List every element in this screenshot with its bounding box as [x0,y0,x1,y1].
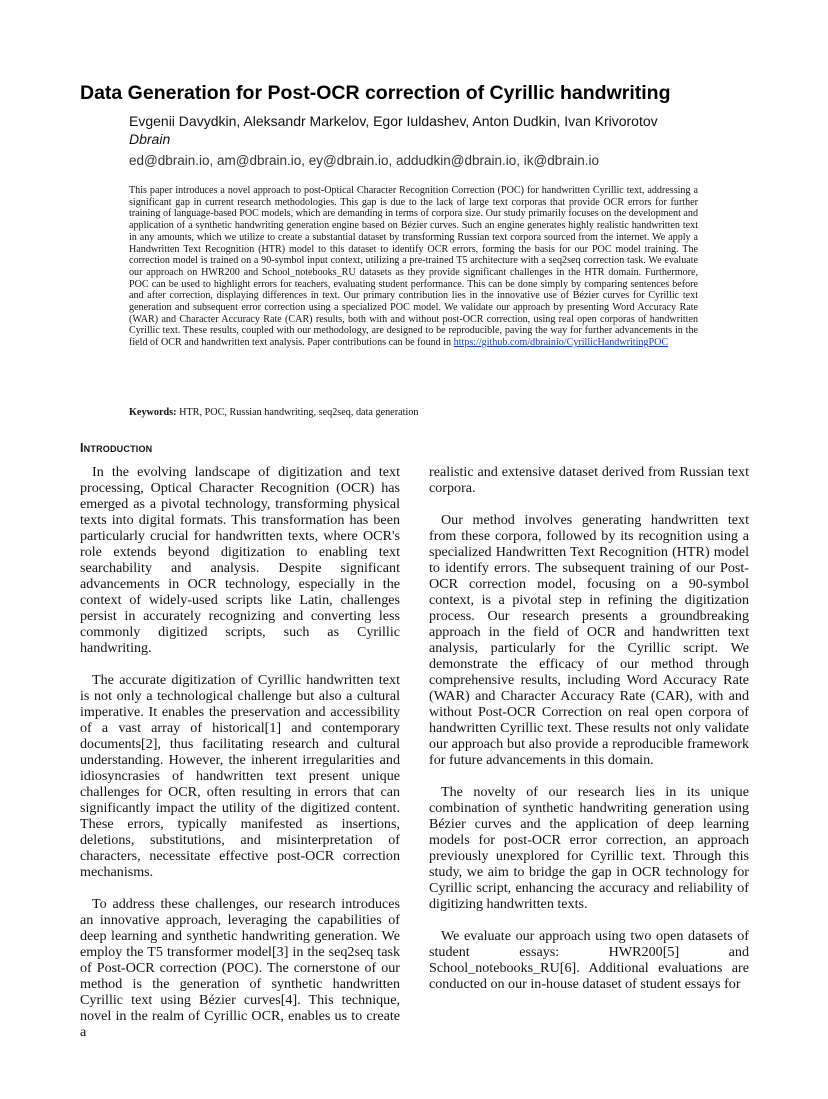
section-heading-introduction: Introduction [80,441,153,455]
keywords [129,407,698,419]
affiliation: Dbrain [129,131,171,147]
keywords-label: Keywords: [129,407,177,418]
paper-title: Data Generation for Post-OCR correction of Cyrillic handwriting [80,82,671,104]
abstract [129,185,698,349]
left-column [80,464,400,1040]
abstract-text: This paper introduces a novel approach to post-Optical Character Recognition Correction (POC) for handwritten Cyrillic text, addressing a significant gap in current research methodologies. This gap is due to the lack of large text corporas that provide OCR errors for further training of language-based POC models, which are demanding in terms of corpora size. Our study primarily focuses on the development and application of a synthetic handwriting generation engine based on Bézier curves. Such an engine generates highly realistic handwritten text in any amounts, which we utilize to create a substantial dataset by transforming Russian text corpora sourced from the internet. We apply a Handwritten Text Recognition (HTR) model to this dataset to identify OCR errors, forming the basis for our POC model training. The correction model is trained on a 90-symbol input context, utilizing a pre-trained T5 architecture with a seq2seq correction task. We evaluate our approach on HWR200 and School_notebooks_RU datasets as they provide significant challenges in the HTR domain. Furthermore, POC can be used to highlight errors for teachers, evaluating student performance. This can be done simply by comparing sentences before and after correction, displaying differences in text. Our primary contribution lies in the innovative use of Bézier curves for Cyrillic text generation and subsequent error correction using a specialized POC model. We validate our approach by presenting Word Accuracy Rate (WAR) and Character Accuracy Rate (CAR) results, both with and without post-OCR correction, using real open corporas of handwritten Cyrillic text. These results, coupled with our methodology, are designed to be reproducible, paving the way for further advancements in the field of OCR and handwritten text analysis. Paper contributions can be found in [129,185,698,349]
keywords-text: HTR, POC, Russian handwriting, seq2seq, data generation [179,407,419,418]
author-emails: ed@dbrain.io, am@dbrain.io, ey@dbrain.io, addudkin@dbrain.io, ik@dbrain.io [129,153,600,168]
intro-paragraph: Our method involves generating handwritten text from these corpora, followed by its recognition using a specialized Handwritten Text Recognition (HTR) model to identify errors. The subsequent training of our Post-OCR correction model, focusing on a 90-symbol context, is a pivotal step in refining the digitization process. Our research presents a groundbreaking approach in the field of OCR and handwritten text analysis, particularly for the Cyrillic script. We demonstrate the efficacy of our method through comprehensive results, including Word Accuracy Rate (WAR) and Character Accuracy Rate (CAR), with and without Post-OCR Correction on real open corpora of handwritten Cyrillic text. These results not only validate our approach but also provide a reproducible framework for future advancements in this domain. [429,512,749,768]
github-link[interactable]: https://github.com/dbrainio/CyrillicHandwritingPOC [453,337,669,349]
intro-paragraph: realistic and extensive dataset derived from Russian text corpora. [429,464,749,496]
intro-paragraph: In the evolving landscape of digitization and text processing, Optical Character Recognition (OCR) has emerged as a pivotal technology, transforming physical texts into digital formats. This transformation has been particularly crucial for handwritten texts, where OCR's role extends beyond digitization to enabling text searchability and analysis. Despite significant advancements in OCR technology, especially in the context of widely-used scripts like Latin, challenges persist in accurately recognizing and converting less commonly digitized scripts, such as Cyrillic handwriting. [80,464,400,656]
intro-paragraph: To address these challenges, our research introduces an innovative approach, leveraging the capabilities of deep learning and synthetic handwriting generation. We employ the T5 transformer model[3] in the seq2seq task of Post-OCR correction (POC). The cornerstone of our method is the generation of synthetic handwritten Cyrillic text using Bézier curves[4]. This technique, novel in the realm of Cyrillic OCR, enables us to create a [80,896,400,1040]
author-list: Evgenii Davydkin, Aleksandr Markelov, Egor Iuldashev, Anton Dudkin, Ivan Krivorotov [129,113,658,129]
intro-paragraph: The novelty of our research lies in its unique combination of synthetic handwriting generation using Bézier curves and the application of deep learning models for post-OCR error correction, an approach previously unexplored for Cyrillic text. Through this study, we aim to bridge the gap in OCR technology for Cyrillic script, enhancing the accuracy and reliability of digitizing handwritten texts. [429,784,749,912]
intro-paragraph: The accurate digitization of Cyrillic handwritten text is not only a technological challenge but also a cultural imperative. It enables the preservation and accessibility of a vast array of historical[1] and contemporary documents[2], thus facilitating research and cultural understanding. However, the inherent irregularities and idiosyncrasies of handwritten text present unique challenges for OCR, often resulting in errors that can significantly impact the utility of the digitized content. These errors, typically manifested as insertions, deletions, substitutions, and misinterpretation of characters, necessitate effective post-OCR correction mechanisms. [80,672,400,880]
intro-paragraph: We evaluate our approach using two open datasets of student essays: HWR200[5] and School_notebooks_RU[6]. Additional evaluations are conducted on our in-house dataset of student essays for [429,928,749,992]
right-column [429,464,749,992]
